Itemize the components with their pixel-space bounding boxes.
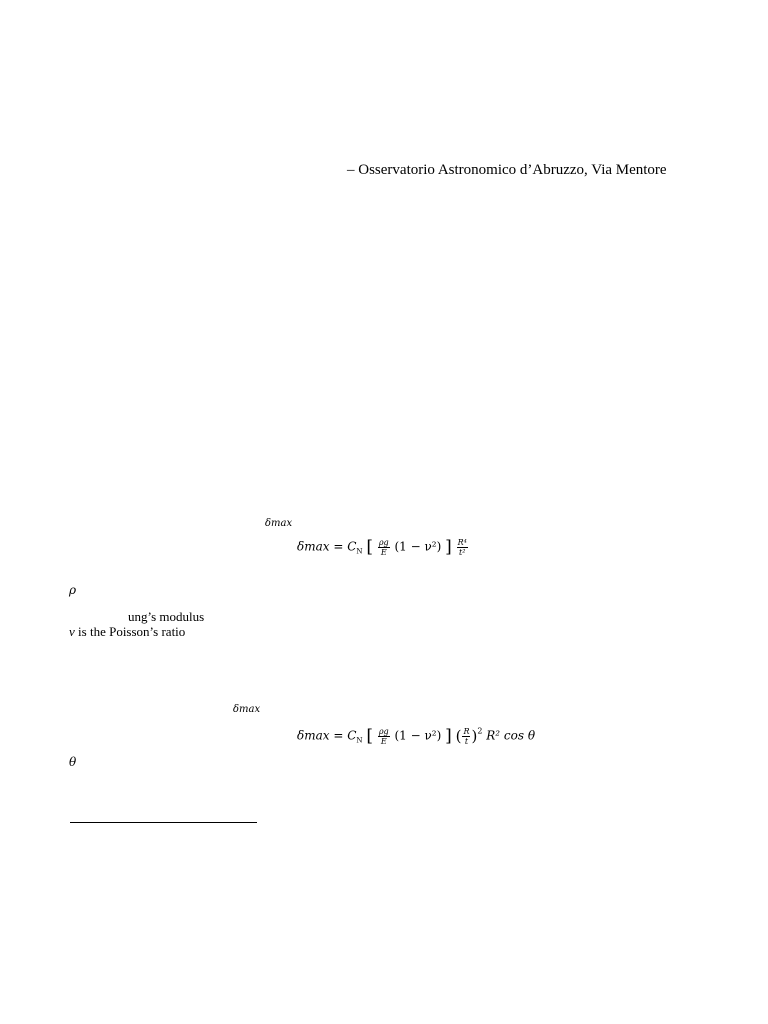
theta-symbol: θ bbox=[69, 755, 77, 769]
nu-symbol: ν bbox=[69, 624, 75, 639]
eq1-middle: (1 − ν²) bbox=[394, 539, 442, 554]
eq2-frac2-den: t bbox=[464, 736, 469, 746]
eq1-frac1-den: E bbox=[380, 547, 387, 557]
eq1-coef-sub: N bbox=[356, 547, 363, 556]
eq1-frac2 bbox=[457, 538, 468, 557]
poisson-text: is the Poisson’s ratio bbox=[74, 624, 186, 639]
delta-max-symbol-1: δmax bbox=[265, 518, 293, 529]
equation-1: $\delta\max = C_N$ [ $\frac{\rho g}{E}$ (1 − ν²) ] $\frac{\text{R⁴}}{\text{t²}}$ bbox=[297, 537, 467, 557]
eq2-coef: C bbox=[347, 728, 357, 743]
eq2-tail: R² cos θ bbox=[486, 728, 536, 743]
eq2-frac2 bbox=[462, 727, 470, 746]
eq2-frac1-num: ρg bbox=[378, 726, 389, 736]
eq1-lhs: δmax bbox=[297, 539, 330, 554]
equation-2: $\delta\max = C_N$ [ $\frac{\rho g}{E}$ (1 − ν²) ] ( $\frac{R}{t}$ )$^2$ R² cos θ bbox=[297, 726, 536, 746]
eq1-frac2-den: t² bbox=[459, 547, 466, 557]
eq1-frac1-num: ρg bbox=[378, 537, 389, 547]
eq2-lhs: δmax bbox=[297, 728, 330, 743]
delta-max-symbol-2: δmax bbox=[233, 704, 261, 715]
eq1-coef: C bbox=[347, 539, 357, 554]
eq2-middle: (1 − ν²) bbox=[394, 728, 442, 743]
eq2-frac1-den: E bbox=[380, 736, 387, 746]
eq1-frac2-num: R⁴ bbox=[457, 537, 467, 547]
eq2-power: 2 bbox=[477, 726, 483, 736]
eq1-frac1 bbox=[378, 538, 390, 557]
affiliation-line: – Osservatorio Astronomico d’Abruzzo, Via Mentore bbox=[347, 162, 667, 178]
eq2-frac1 bbox=[378, 727, 390, 746]
rho-symbol: ρ bbox=[69, 583, 77, 597]
youngs-modulus-text: ung’s modulus bbox=[128, 609, 205, 624]
footnote-rule bbox=[70, 822, 257, 823]
poisson-ratio-line bbox=[69, 624, 185, 640]
eq2-frac2-num: R bbox=[463, 726, 470, 736]
eq2-coef-sub: N bbox=[356, 736, 363, 745]
